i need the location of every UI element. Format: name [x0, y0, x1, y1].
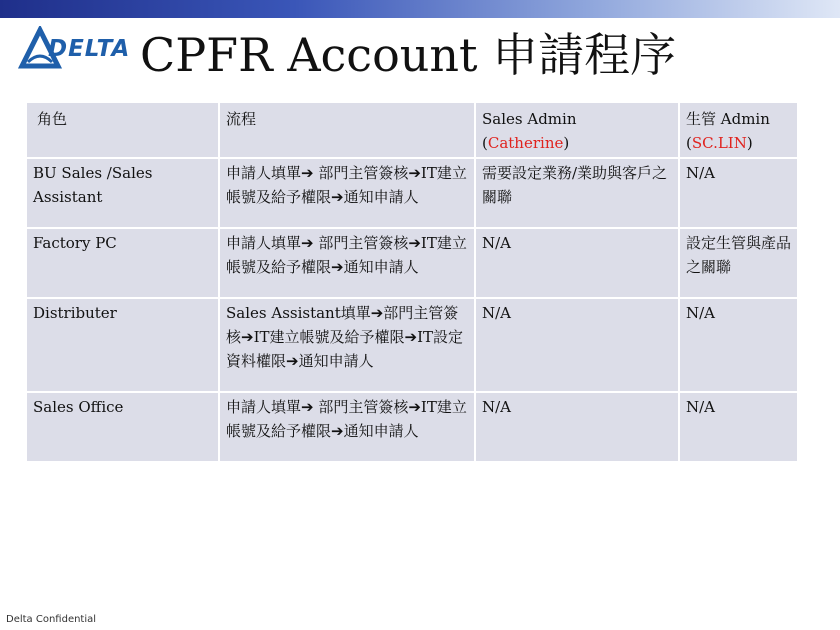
footer-confidential: Delta Confidential: [6, 614, 97, 625]
cell-sales-admin: N/A: [475, 228, 679, 298]
top-gradient-bar: [0, 0, 840, 18]
cell-role: Factory PC: [26, 228, 219, 298]
cell-process: 申請人填單➔ 部門主管簽核➔IT建立帳號及給予權限➔通知申請人: [219, 392, 475, 462]
cell-role: Sales Office: [26, 392, 219, 462]
cell-pc-admin: N/A: [679, 392, 798, 462]
cell-process: 申請人填單➔ 部門主管簽核➔IT建立帳號及給予權限➔通知申請人: [219, 228, 475, 298]
open-paren: (: [686, 134, 692, 152]
cell-pc-admin: 設定生管與產品之關聯: [679, 228, 798, 298]
cell-sales-admin: N/A: [475, 298, 679, 392]
table-row: [26, 392, 798, 462]
header-role: 角色: [26, 102, 219, 158]
header-process: 流程: [219, 102, 475, 158]
table-row: [26, 298, 798, 392]
header-sales-admin-label: Sales Admin: [482, 110, 577, 128]
header-sales-admin: [475, 102, 679, 158]
table-header-row: [26, 102, 798, 158]
cell-sales-admin: N/A: [475, 392, 679, 462]
cell-process: Sales Assistant填單➔部門主管簽核➔IT建立帳號及給予權限➔IT設定資料權限➔通知申請人: [219, 298, 475, 392]
cell-sales-admin: 需要設定業務/業助與客戶之關聯: [475, 158, 679, 228]
logo-text: DELTA: [48, 36, 131, 62]
page-title: CPFR Account 申請程序: [140, 28, 677, 82]
cell-process: 申請人填單➔ 部門主管簽核➔IT建立帳號及給予權限➔通知申請人: [219, 158, 475, 228]
cell-role: BU Sales /Sales Assistant: [26, 158, 219, 228]
table-row: [26, 158, 798, 228]
cell-role: Distributer: [26, 298, 219, 392]
pc-admin-name: SC.LIN: [691, 134, 747, 152]
process-table: [26, 102, 798, 462]
open-paren: (: [482, 134, 488, 152]
close-paren: ): [746, 134, 753, 152]
table-row: [26, 228, 798, 298]
sales-admin-name: Catherine: [487, 134, 564, 152]
cell-pc-admin: N/A: [679, 158, 798, 228]
header-pc-admin-label: 生管 Admin: [686, 110, 770, 128]
close-paren: ): [563, 134, 570, 152]
header-pc-admin: [679, 102, 798, 158]
cell-pc-admin: N/A: [679, 298, 798, 392]
